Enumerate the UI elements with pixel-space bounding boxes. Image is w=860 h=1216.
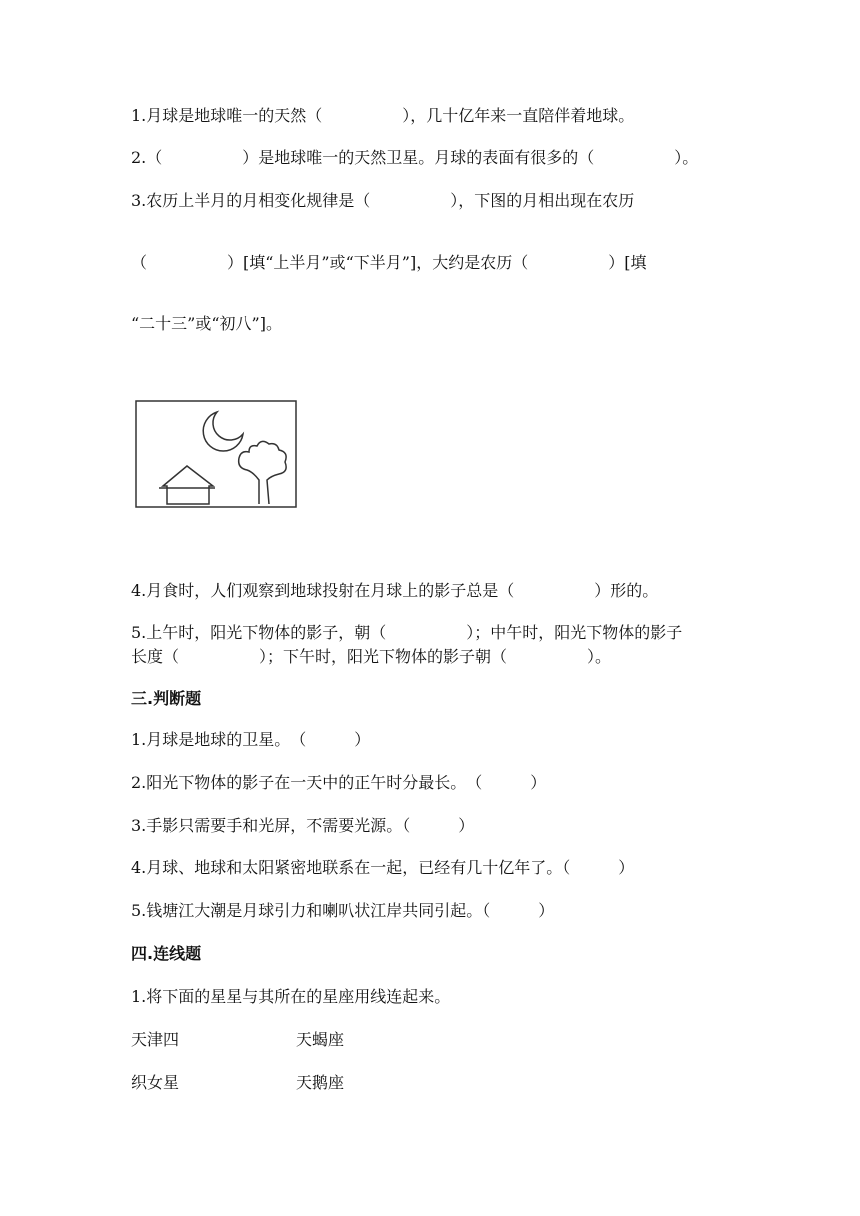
q5-line1: 5.上午时，阳光下物体的影子，朝（ ）；中午时，阳光下物体的影子 [131,623,683,642]
judge-item: 3.手影只需要手和光屏，不需要光源。（ ） [131,816,475,835]
match-right-item: 天蝎座 [296,1030,345,1049]
match-left-item: 织女星 [131,1073,180,1092]
match-left-item: 天津四 [131,1030,180,1049]
q3-line2: （ ）[填“上半月”或“下半月”]，大约是农历（ ）[填 [131,253,647,272]
match-section-title: 四.连线题 [131,944,202,963]
judge-item: 2.阳光下物体的影子在一天中的正午时分最长。 （ ） [131,773,547,792]
q4: 4.月食时，人们观察到地球投射在月球上的影子总是（ ）形的。 [131,581,659,600]
q1: 1.月球是地球唯一的天然（ ），几十亿年来一直陪伴着地球。 [131,106,635,125]
moon-phase-figure [135,400,297,508]
judge-item: 4.月球、地球和太阳紧密地联系在一起，已经有几十亿年了。（ ） [131,858,635,877]
match-instruction: 1.将下面的星星与其所在的星座用线连起来。 [131,987,451,1006]
q3-line3: “二十三”或“初八”]。 [131,314,282,333]
match-right-item: 天鹅座 [296,1073,345,1092]
figure-frame [136,401,296,507]
judge-item: 1.月球是地球的卫星。 （ ） [131,730,371,749]
judge-section-title: 三.判断题 [131,689,202,708]
q2: 2.（ ）是地球唯一的天然卫星。月球的表面有很多的（ ）。 [131,148,699,167]
q5-line2: 长度（ ）；下午时，阳光下物体的影子朝（ ）。 [131,647,612,666]
crescent-moon-icon [203,412,243,451]
house-icon [163,466,213,504]
q3-line1: 3.农历上半月的月相变化规律是（ ），下图的月相出现在农历 [131,191,635,210]
judge-item: 5.钱塘江大潮是月球引力和喇叭状江岸共同引起。（ ） [131,901,555,920]
tree-icon [239,441,286,504]
